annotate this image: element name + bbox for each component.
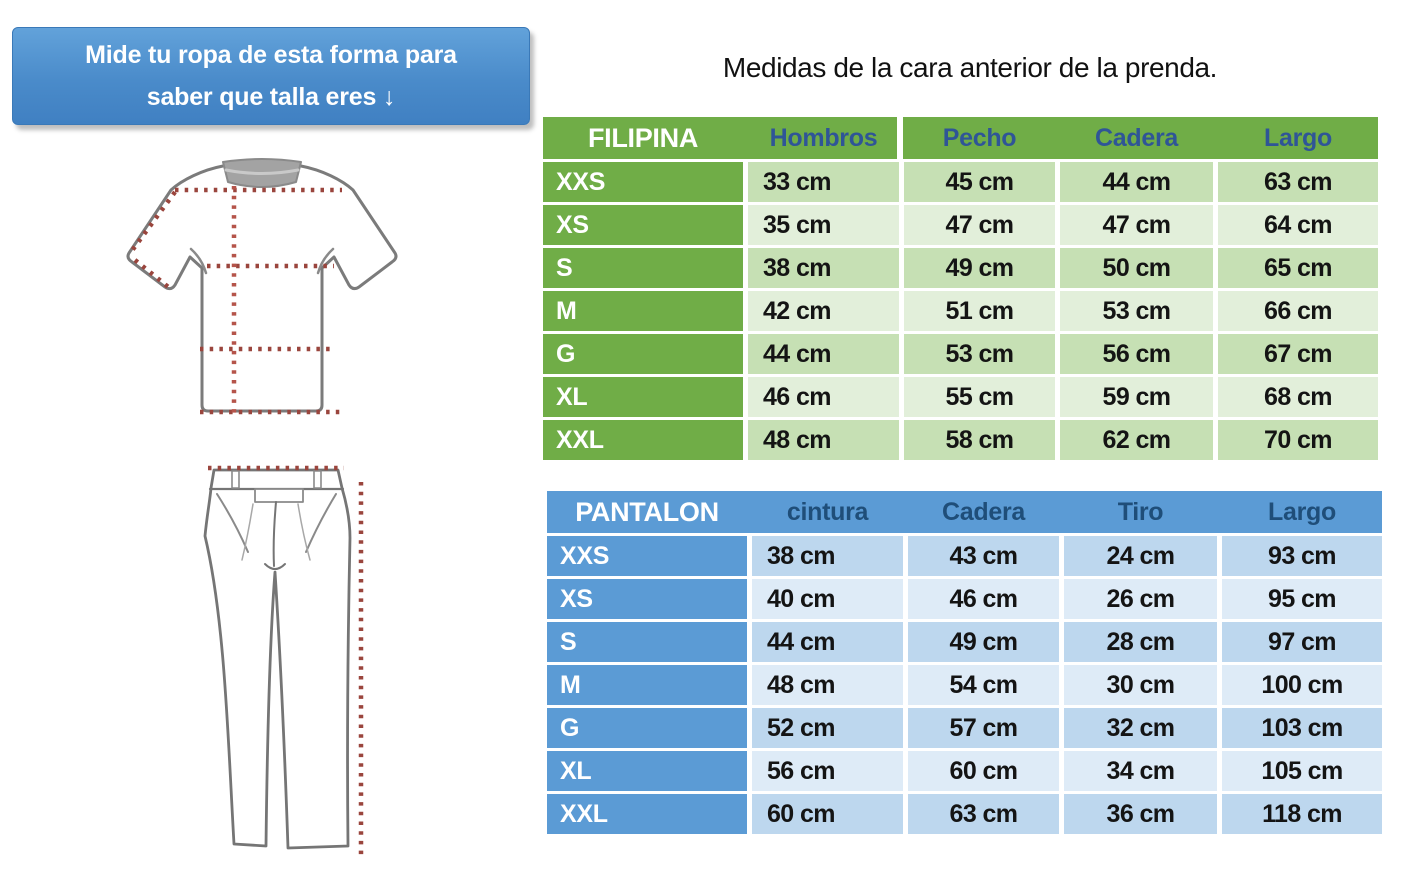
measurement-cell: 26 cm (1064, 579, 1217, 619)
measurement-cell: 60 cm (752, 794, 903, 834)
table-row-g (543, 334, 1378, 374)
size-label: XXS (543, 162, 743, 202)
measurement-cell: 34 cm (1064, 751, 1217, 791)
measurement-cell: 48 cm (752, 665, 903, 705)
measurement-cell: 68 cm (1218, 377, 1378, 417)
measurement-cell: 66 cm (1218, 291, 1378, 331)
column-header: Tiro (1117, 497, 1164, 526)
measurement-cell: 65 cm (1218, 248, 1378, 288)
measurement-cell: 49 cm (904, 248, 1055, 288)
table-row-g (547, 708, 1382, 748)
table-row-xxl (547, 794, 1382, 834)
measurement-cell: 55 cm (904, 377, 1055, 417)
measurement-cell: 52 cm (752, 708, 903, 748)
measurement-cell: 53 cm (1060, 291, 1213, 331)
table-row-xxs (547, 536, 1382, 576)
table-title: PANTALON (575, 496, 719, 527)
measurement-cell: 45 cm (904, 162, 1055, 202)
pants-outline (205, 470, 350, 848)
measurement-cell: 44 cm (752, 622, 903, 662)
column-header: cintura (786, 497, 869, 526)
header-grid (547, 491, 1382, 533)
table-row-m (543, 291, 1378, 331)
measurement-cell: 49 cm (908, 622, 1059, 662)
size-label: M (543, 291, 743, 331)
pantalon-size-table (547, 491, 1382, 837)
table-row-xl (547, 751, 1382, 791)
page-title: Medidas de la cara anterior de la prenda. (722, 52, 1218, 83)
size-label: XXL (547, 794, 747, 834)
measurement-cell: 63 cm (1218, 162, 1378, 202)
measurement-cell: 46 cm (908, 579, 1059, 619)
measurement-cell: 64 cm (1218, 205, 1378, 245)
size-label: XL (543, 377, 743, 417)
table-row-xxs (543, 162, 1378, 202)
measurement-cell: 70 cm (1218, 420, 1378, 460)
measurement-cell: 53 cm (904, 334, 1055, 374)
size-label: G (543, 334, 743, 374)
pants-waist-tab (255, 489, 303, 502)
filipina-size-table (543, 117, 1378, 463)
measurement-cell: 56 cm (1060, 334, 1213, 374)
measurement-cell: 24 cm (1064, 536, 1217, 576)
measurement-cell: 67 cm (1218, 334, 1378, 374)
measurement-cell: 43 cm (908, 536, 1059, 576)
measurement-cell: 100 cm (1222, 665, 1382, 705)
measurement-cell: 38 cm (748, 248, 899, 288)
measurement-cell: 47 cm (904, 205, 1055, 245)
table-row-xxl (543, 420, 1378, 460)
table-row-xl (543, 377, 1378, 417)
measurement-cell: 36 cm (1064, 794, 1217, 834)
pants-diagram (198, 460, 373, 860)
header-column-separator (897, 117, 903, 159)
measurement-cell: 40 cm (752, 579, 903, 619)
header-grid (543, 117, 1378, 159)
measurement-cell: 118 cm (1222, 794, 1382, 834)
measurement-cell: 33 cm (748, 162, 899, 202)
column-header: Largo (1264, 123, 1332, 152)
measurement-cell: 105 cm (1222, 751, 1382, 791)
pantalon-header-row (547, 491, 1382, 533)
table-row-xs (547, 579, 1382, 619)
measurement-cell: 38 cm (752, 536, 903, 576)
table-title: FILIPINA (587, 122, 699, 153)
column-header: Cadera (942, 497, 1025, 526)
measurement-cell: 44 cm (748, 334, 899, 374)
banner-text-line1: Mide tu ropa de esta forma para (85, 41, 457, 69)
measurement-cell: 95 cm (1222, 579, 1382, 619)
pants-belt-loop-left (232, 471, 239, 488)
size-label: XL (547, 751, 747, 791)
measurement-cell: 51 cm (904, 291, 1055, 331)
measurement-cell: 48 cm (748, 420, 899, 460)
column-header: Largo (1268, 497, 1336, 526)
size-label: G (547, 708, 747, 748)
size-label: S (543, 248, 743, 288)
size-label: XS (543, 205, 743, 245)
measurement-cell: 58 cm (904, 420, 1055, 460)
measurement-cell: 93 cm (1222, 536, 1382, 576)
measurement-cell: 44 cm (1060, 162, 1213, 202)
filipina-header-row (543, 117, 1378, 159)
column-header: Cadera (1095, 123, 1178, 152)
size-label: M (547, 665, 747, 705)
measurement-cell: 54 cm (908, 665, 1059, 705)
measurement-cell: 63 cm (908, 794, 1059, 834)
measurement-cell: 103 cm (1222, 708, 1382, 748)
measurement-cell: 46 cm (748, 377, 899, 417)
table-row-s (543, 248, 1378, 288)
size-label: S (547, 622, 747, 662)
instruction-banner (12, 27, 530, 125)
size-label: XS (547, 579, 747, 619)
column-header: Pecho (942, 123, 1017, 152)
pants-belt-loop-right (314, 471, 321, 488)
table-row-m (547, 665, 1382, 705)
banner-text-line2: saber que talla eres ↓ (146, 83, 396, 111)
measurement-cell: 32 cm (1064, 708, 1217, 748)
measurement-cell: 60 cm (908, 751, 1059, 791)
measurement-cell: 57 cm (908, 708, 1059, 748)
measurement-cell: 50 cm (1060, 248, 1213, 288)
measurement-cell: 47 cm (1060, 205, 1213, 245)
measurement-cell: 97 cm (1222, 622, 1382, 662)
table-row-xs (543, 205, 1378, 245)
table-row-s (547, 622, 1382, 662)
size-label: XXS (547, 536, 747, 576)
measurement-cell: 59 cm (1060, 377, 1213, 417)
column-header: Hombros (769, 123, 878, 152)
measurement-cell: 56 cm (752, 751, 903, 791)
tshirt-diagram (122, 157, 402, 422)
measurement-cell: 30 cm (1064, 665, 1217, 705)
measurement-cell: 42 cm (748, 291, 899, 331)
measurement-cell: 28 cm (1064, 622, 1217, 662)
size-label: XXL (543, 420, 743, 460)
measurement-cell: 62 cm (1060, 420, 1213, 460)
measurement-cell: 35 cm (748, 205, 899, 245)
